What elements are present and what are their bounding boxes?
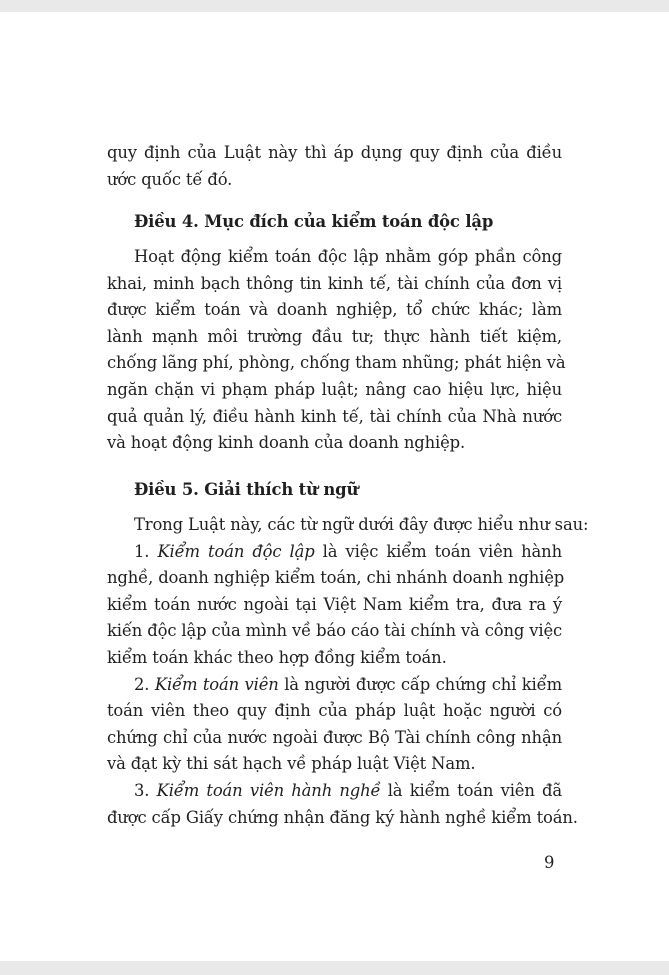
definition-text: là người được cấp chứng chỉ kiểm <box>278 674 562 694</box>
article-4-heading: Điều 4. Mục đích của kiểm toán độc lập <box>134 212 494 231</box>
definition-text: là kiểm toán viên đã <box>380 780 562 800</box>
text-line: được kiểm toán và doanh nghiệp, tổ chức khác; làm <box>107 300 562 320</box>
text-line: ước quốc tế đó. <box>107 169 233 189</box>
text-line: kiểm toán khác theo hợp đồng kiểm toán. <box>107 647 447 667</box>
definition-3-first-line <box>107 778 562 805</box>
article-5-intro: Trong Luật này, các từ ngữ dưới đây được hiểu như sau: <box>134 515 589 534</box>
text-line: kiểm toán nước ngoài tại Việt Nam kiểm tra, đưa ra ý <box>107 594 562 614</box>
text-line: chống lãng phí, phòng, chống tham nhũng; phát hiện và <box>107 353 566 373</box>
page-number: 9 <box>544 853 555 872</box>
text-line: và hoạt động kinh doanh của doanh nghiệp. <box>107 433 466 453</box>
defined-term: Kiểm toán độc lập <box>157 541 315 561</box>
continuation-paragraph <box>107 140 562 193</box>
definition-2-first-line <box>107 672 562 699</box>
text-line: và đạt kỳ thi sát hạch về pháp luật Việt Nam. <box>107 754 476 774</box>
article-5-body <box>107 512 589 831</box>
text-line: quy định của Luật này thì áp dụng quy định của điều <box>107 143 562 162</box>
text-line: chứng chỉ của nước ngoài được Bộ Tài chính công nhận <box>107 727 562 747</box>
article-4 <box>107 209 562 236</box>
text-line: kiến độc lập của mình về báo cáo tài chính và công việc <box>107 621 563 641</box>
definition-number: 1. <box>134 541 158 561</box>
text-line: Hoạt động kiểm toán độc lập nhằm góp phần công <box>134 247 562 266</box>
text-line: toán viên theo quy định của pháp luật hoặc người có <box>107 701 562 721</box>
text-line: lành mạnh môi trường đầu tư; thực hành tiết kiệm, <box>107 326 562 346</box>
text-line: khai, minh bạch thông tin kinh tế, tài chính của đơn vị <box>107 273 562 293</box>
definition-1-first-line <box>107 539 562 566</box>
definition-number: 2. <box>134 674 155 694</box>
definition-text: là việc kiểm toán viên hành <box>314 541 562 561</box>
defined-term: Kiểm toán viên <box>154 674 279 694</box>
defined-term: Kiểm toán viên hành nghề <box>156 780 381 800</box>
article-5 <box>107 477 562 504</box>
article-4-body <box>107 244 566 457</box>
text-line: nghề, doanh nghiệp kiểm toán, chi nhánh doanh nghiệp <box>107 568 565 588</box>
text-line: ngăn chặn vi phạm pháp luật; nâng cao hiệu lực, hiệu <box>107 379 562 399</box>
text-line: quả quản lý, điều hành kinh tế, tài chính của Nhà nước <box>107 406 562 426</box>
article-5-heading: Điều 5. Giải thích từ ngữ <box>134 480 359 499</box>
text-line: được cấp Giấy chứng nhận đăng ký hành nghề kiểm toán. <box>107 807 578 827</box>
definition-number: 3. <box>134 780 157 800</box>
